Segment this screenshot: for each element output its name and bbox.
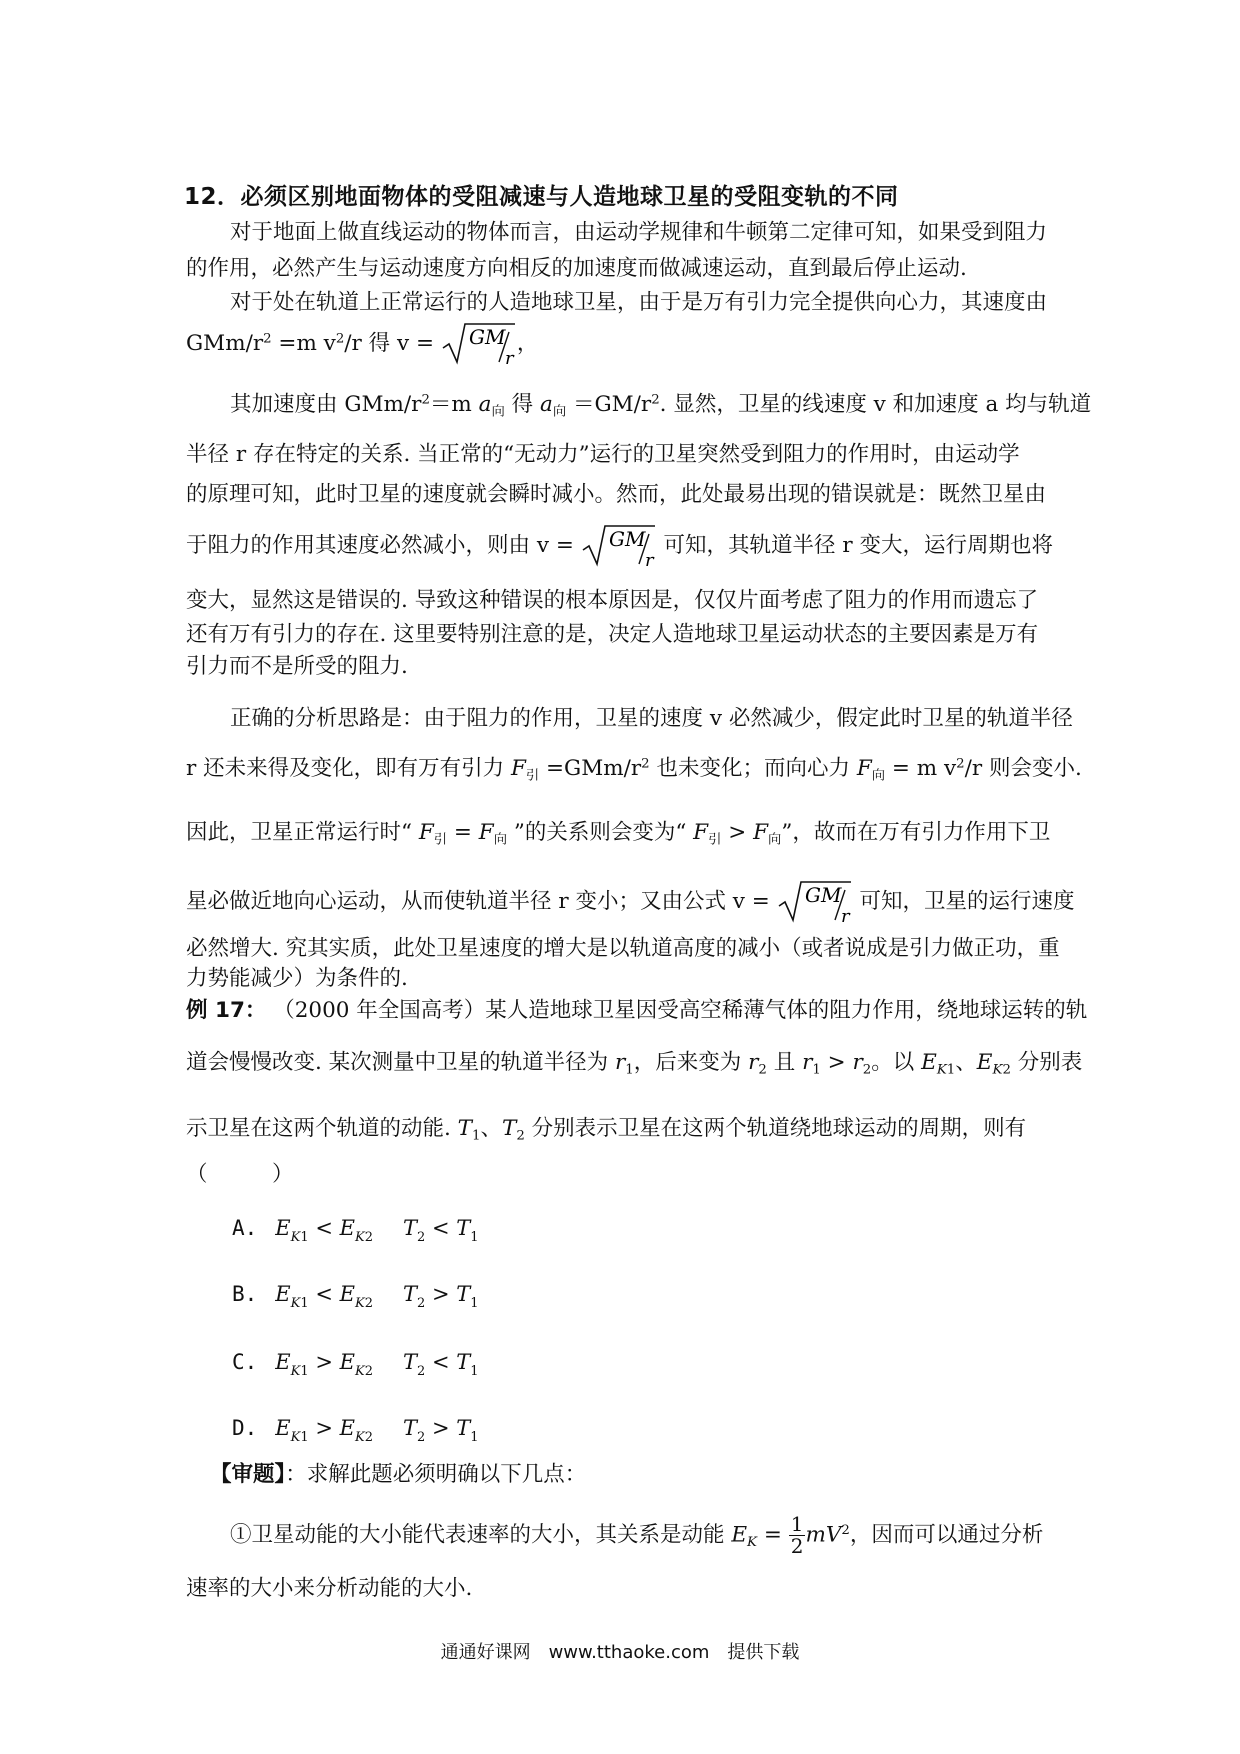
paragraph-line: 还有万有引力的存在. 这里要特别注意的是，决定人造地球卫星运动状态的主要因素是万有 (186, 622, 1039, 647)
section-heading: 12．必须区别地面物体的受阻减速与人造地球卫星的受阻变轨的不同 (184, 184, 899, 210)
paragraph-line: 引力而不是所受的阻力. (186, 654, 408, 679)
formula-line: ①卫星动能的大小能代表速率的大小，其关系是动能 $E_K$ = $\frac{1}{2}$ $mV^2$，因而可以通过分析 (230, 1512, 1044, 1558)
analysis-line: 【审题】：求解此题必须明确以下几点： (210, 1462, 587, 1487)
paragraph-line: 半径 r 存在特定的关系. 当正常的“无动力”运行的卫星突然受到阻力的作用时，由运动学 (186, 442, 1020, 467)
paragraph-line: 的作用，必然产生与运动速度方向相反的加速度而做减速运动，直到最后停止运动. (186, 256, 967, 281)
example-line: 示卫星在这两个轨道的动能. $T_1$、$T_2$ 分别表示卫星在这两个轨道绕地球运动的周期，则有 (186, 1116, 1027, 1144)
formula-line: 星必做近地向心运动，从而使轨道半径 r 变小；又由公式 v = GM r 可知，卫星的运行速度 (186, 880, 1074, 924)
paragraph-line: r 还未来得及变化，即有万有引力 $F_引 =GMm/r^2$ 也未变化；而向心力 $F_向 = m$ $v^2/r$ 则会变小. (186, 756, 1082, 784)
paragraph-line: 对于地面上做直线运动的物体而言，由运动学规律和牛顿第二定律可知，如果受到阻力 (230, 220, 1048, 245)
svg-text:GM: GM (468, 325, 506, 349)
paragraph-line: 的原理可知，此时卫星的速度就会瞬时减小。然而，此处最易出现的错误就是：既然卫星由 (186, 482, 1047, 507)
paragraph-line: 正确的分析思路是：由于阻力的作用，卫星的速度 v 必然减少，假定此时卫星的轨道半径 (230, 706, 1073, 731)
svg-text:r: r (840, 906, 850, 924)
svg-text:r: r (504, 348, 514, 366)
fraction-one-half: $\frac{1}{2}$ (790, 1512, 804, 1558)
example-line: 道会慢慢改变. 某次测量中卫星的轨道半径为 $r_1$，后来变为 $r_2$ 且 $r_1 > r_2$。以 $E_{K1}$、$E_{K2}$ 分别表 (186, 1050, 1083, 1078)
paragraph-line: 变大，显然这是错误的. 导致这种错误的根本原因是，仅仅片面考虑了阻力的作用而遗忘了 (186, 588, 1039, 613)
paragraph-line: 力势能减少）为条件的. (186, 966, 408, 991)
sqrt-gm-over-r (777, 880, 853, 924)
option-d: D. $E_{K1} > E_{K2}$ $T_2 > T_1$ (232, 1416, 479, 1445)
paragraph-line: 对于处在轨道上正常运行的人造地球卫星，由于是万有引力完全提供向心力，其速度由 (230, 290, 1048, 315)
paragraph-line: 因此，卫星正常运行时“ $F_引 = F_向$ ”的关系则会变为“ $F_引 > F_向$”，故而在万有引力作用下卫 (186, 820, 1051, 848)
answer-blank: （ ） (186, 1162, 294, 1187)
sqrt-gm-over-r (581, 524, 657, 568)
example-line: 例 17： （2000 年全国高考）某人造地球卫星因受高空稀薄气体的阻力作用，绕地球运转的轨 (186, 998, 1088, 1023)
formula-line: GMm/$r^2 =m$ $v^2/r$ 得 v = GM r ， (186, 322, 538, 366)
sqrt-gm-over-r (441, 322, 517, 366)
svg-text:r: r (644, 550, 654, 568)
option-b: B. $E_{K1} < E_{K2}$ $T_2 > T_1$ (232, 1282, 479, 1311)
example-label: 例 17： (186, 998, 267, 1023)
analysis-label: 【审题】 (210, 1462, 286, 1487)
svg-text:GM: GM (608, 527, 646, 551)
svg-text:GM: GM (804, 883, 842, 907)
option-a: A. $E_{K1} < E_{K2}$ $T_2 < T_1$ (232, 1216, 479, 1245)
paragraph-line: 速率的大小来分析动能的大小. (186, 1576, 473, 1601)
page-footer: 通通好课网 www.tthaoke.com 提供下载 (440, 1642, 800, 1663)
option-c: C. $E_{K1} > E_{K2}$ $T_2 < T_1$ (232, 1350, 479, 1379)
paragraph-line: 其加速度由 GMm/$r^2=m$ $a_向$ 得 $a_向 =GM/r^2$. 显然，卫星的线速度 v 和加速度 a 均与轨道 (230, 392, 1092, 420)
formula-line: 于阻力的作用其速度必然减小，则由 v = GM r 可知，其轨道半径 r 变大，运行周期也将 (186, 524, 1053, 568)
paragraph-line: 必然增大. 究其实质，此处卫星速度的增大是以轨道高度的减小（或者说成是引力做正功，重 (186, 936, 1060, 961)
